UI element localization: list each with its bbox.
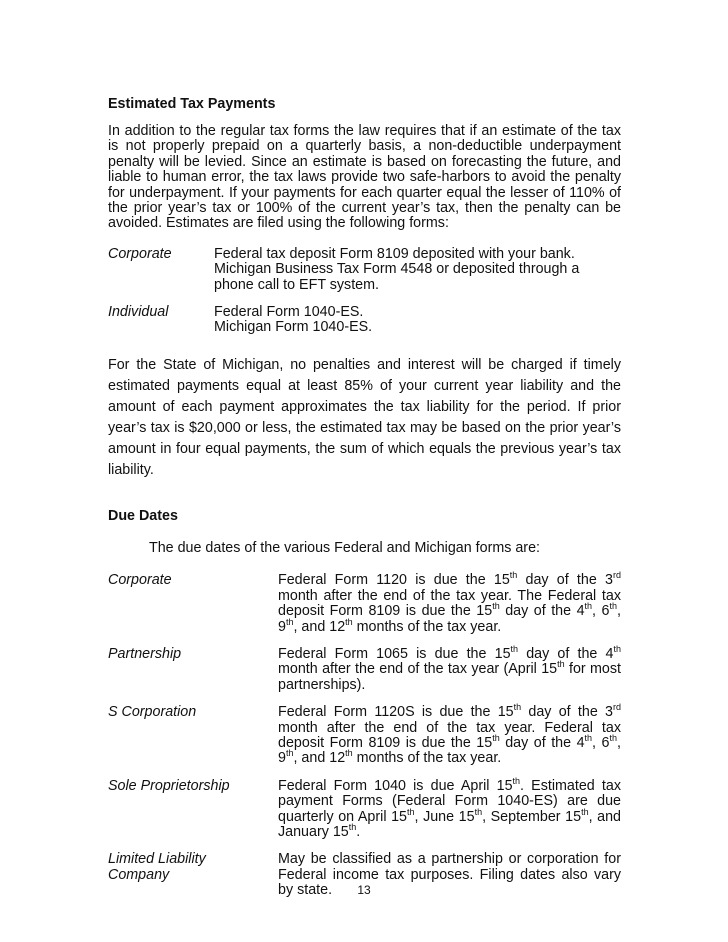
ordinal-superscript: th	[345, 748, 353, 759]
entry-label-line: Limited Liability	[108, 851, 206, 868]
entry-label: Partnership	[108, 645, 182, 662]
forms-entry-individual	[108, 305, 621, 336]
ordinal-superscript: th	[512, 775, 521, 786]
ordinal-superscript: rd	[612, 702, 621, 713]
entry-description	[214, 247, 621, 293]
entry-label: Individual	[108, 304, 169, 321]
entry-description: Federal Form 1120S is due the 15th day of the 3rd month after the end of the tax year. Federal tax deposit Form 8109 is due the 15th day of the 4th, 6th, 9th, and 12th months of the tax year.	[278, 702, 621, 767]
ordinal-superscript: th	[609, 732, 617, 743]
forms-entry-corporate	[108, 247, 621, 293]
ordinal-superscript: th	[285, 616, 294, 627]
section-heading-estimated-tax: Estimated Tax Payments	[108, 96, 276, 112]
ordinal-superscript: th	[345, 616, 353, 627]
ordinal-superscript: th	[613, 643, 621, 654]
ordinal-superscript: th	[581, 806, 589, 817]
due-entry-s-corporation	[108, 702, 621, 767]
entry-label-line: Company	[108, 866, 170, 883]
ordinal-superscript: th	[584, 601, 593, 612]
entry-description: Federal Form 1065 is due the 15th day of the 4th month after the end of the tax year (April 15th for most partnerships).	[278, 643, 621, 693]
ordinal-superscript: th	[285, 748, 294, 759]
entry-line: Federal tax deposit Form 8109 deposited with your bank.	[214, 245, 575, 262]
entry-description: Federal Form 1120 is due the 15th day of the 3rd month after the end of the tax year. The Federal tax deposit Form 8109 is due the 15th day of the 4th, 6th, 9th, and 12th months of the tax year.	[278, 570, 621, 635]
ordinal-superscript: th	[557, 659, 565, 670]
entry-label: Sole Proprietorship	[108, 777, 230, 794]
ordinal-superscript: th	[513, 702, 522, 713]
due-dates-list	[108, 570, 621, 899]
ordinal-superscript: th	[609, 601, 617, 612]
entry-label: Corporate	[108, 572, 172, 589]
ordinal-superscript: th	[510, 643, 519, 654]
page-number: 13	[357, 883, 371, 897]
entry-description: May be classified as a partnership or corporation for Federal income tax purposes. Filing dates also vary by state.	[278, 851, 621, 899]
due-entry-sole-proprietorship	[108, 775, 621, 841]
entry-line: Michigan Form 1040-ES.	[214, 319, 373, 336]
michigan-estimate-paragraph: For the State of Michigan, no penalties and interest will be charged if timely estimated payments equal at least 85% of your current year liability and the amount of each payment approximates the tax liability for the period. If prior year’s tax is $20,000 or less, the estimated tax may be based on the prior year’s amount in four equal payments, the sum of which equals the previous year’s tax liability.	[108, 356, 621, 478]
estimated-tax-forms-list	[108, 247, 621, 336]
due-dates-intro: The due dates of the various Federal and Michigan forms are:	[149, 539, 540, 556]
ordinal-superscript: th	[474, 806, 483, 817]
entry-line: Michigan Business Tax Form 4548 or deposited through a	[214, 261, 580, 278]
due-entry-corporate	[108, 570, 621, 635]
ordinal-superscript: th	[348, 821, 357, 832]
entry-line: phone call to EFT system.	[214, 276, 380, 293]
ordinal-superscript: th	[584, 732, 593, 743]
ordinal-superscript: th	[492, 601, 500, 612]
entry-label: S Corporation	[108, 704, 197, 721]
page-content	[108, 96, 621, 899]
entry-description: Federal Form 1040 is due April 15th. Estimated tax payment Forms (Federal Form 1040-ES) are due quarterly on April 15th, June 15th, September 15th, and January 15th.	[278, 775, 621, 840]
ordinal-superscript: th	[509, 570, 518, 581]
entry-label: Corporate	[108, 245, 172, 262]
ordinal-superscript: th	[407, 806, 415, 817]
ordinal-superscript: rd	[612, 570, 621, 581]
ordinal-superscript: th	[492, 732, 500, 743]
section-heading-due-dates: Due Dates	[108, 507, 178, 524]
entry-description	[214, 305, 621, 336]
due-entry-partnership	[108, 643, 621, 693]
entry-line: Federal Form 1040-ES.	[214, 304, 364, 321]
estimated-tax-intro-paragraph: In addition to the regular tax forms the law requires that if an estimate of the tax is not properly prepaid on a quarterly basis, a non-deductible underpayment penalty will be levied. Since an estimate is based on forecasting the future, and liable to human error, the tax laws provide two safe-harbors to avoid the penalty for underpayment. If your payments for each quarter equal the lesser of 110% of the prior year’s tax or 100% of the current year’s tax, then the penalty can be avoided. Estimates are filed using the following forms:	[108, 123, 621, 232]
